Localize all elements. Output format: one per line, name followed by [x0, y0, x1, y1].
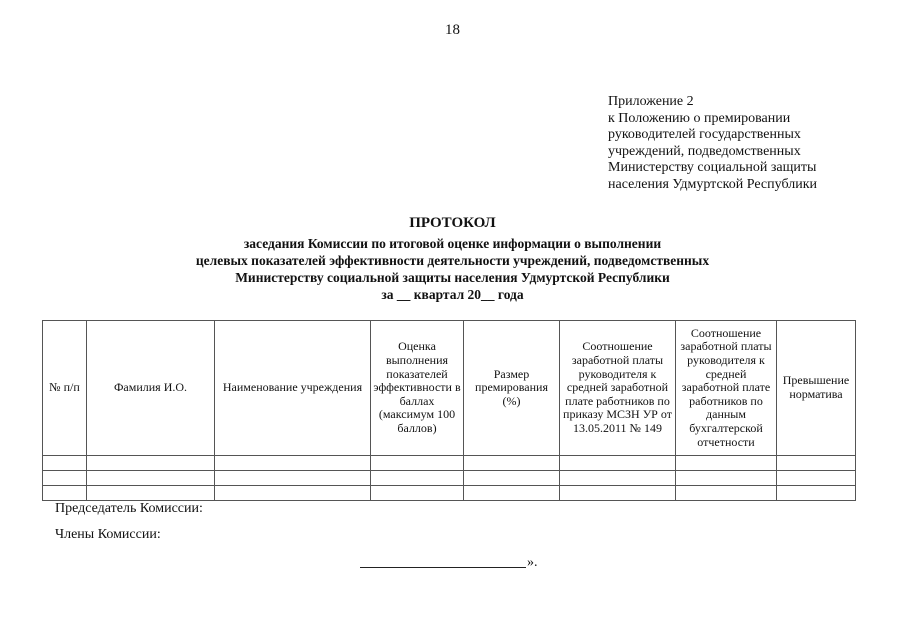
heading-line: целевых показателей эффективности деятельности учреждений, подведомственных [195, 253, 710, 268]
header-salary-ratio-order: Соотношение заработной платы руководителя к средней заработной плате работников по приказу МСЗН УР от 13.05.2011 № 149 [560, 321, 676, 456]
header-score: Оценка выполнения показателей эффективности в баллах (максимум 100 баллов) [371, 321, 464, 456]
heading-line: заседания Комиссии по итоговой оценке информации о выполнении [243, 236, 662, 251]
table-cell [215, 486, 371, 501]
table-cell [371, 456, 464, 471]
heading-line: Министерству социальной защиты населения Удмуртской Республики [235, 270, 670, 285]
table-cell [560, 456, 676, 471]
appendix-note [608, 94, 898, 194]
table-header-row [43, 321, 856, 456]
header-norm-excess: Превышение норматива [777, 321, 856, 456]
table-cell [676, 471, 777, 486]
page-number: 18 [445, 22, 460, 38]
table-cell [371, 486, 464, 501]
table-row [43, 486, 856, 501]
header-institution: Наименование учреждения [215, 321, 371, 456]
table-cell [215, 456, 371, 471]
table-row [43, 456, 856, 471]
protocol-title: ПРОТОКОЛ [409, 215, 496, 231]
header-salary-ratio-accounting: Соотношение заработной платы руководителя к средней заработной плате работников по данным бухгалтерской отчетности [676, 321, 777, 456]
table-cell [464, 471, 560, 486]
table-cell [560, 486, 676, 501]
table-row [43, 471, 856, 486]
protocol-table [42, 320, 856, 501]
table-cell [777, 456, 856, 471]
table-cell [43, 471, 87, 486]
table-cell [87, 456, 215, 471]
table-cell [215, 471, 371, 486]
table-cell [87, 471, 215, 486]
table-cell [371, 471, 464, 486]
table-cell [43, 486, 87, 501]
appendix-line: Министерству социальной защиты [608, 160, 817, 176]
table-cell [676, 486, 777, 501]
appendix-line: учреждений, подведомственных [608, 143, 801, 159]
table-cell [777, 486, 856, 501]
protocol-heading [0, 215, 905, 303]
chairman-label: Председатель Комиссии: [55, 501, 203, 516]
heading-period: за __ квартал 20__ года [381, 287, 524, 302]
table-cell [777, 471, 856, 486]
members-label: Члены Комиссии: [55, 527, 161, 542]
appendix-line: к Положению о премировании [608, 110, 791, 126]
table-cell [560, 471, 676, 486]
appendix-line: населения Удмуртской Республики [608, 176, 817, 192]
table-cell [87, 486, 215, 501]
header-full-name: Фамилия И.О. [87, 321, 215, 456]
table-cell [676, 456, 777, 471]
closing-quote: ». [527, 555, 538, 570]
header-number: № п/п [43, 321, 87, 456]
signature-line [360, 553, 526, 568]
appendix-line: Приложение 2 [608, 94, 694, 109]
table-cell [43, 456, 87, 471]
table-cell [464, 486, 560, 501]
header-bonus-size: Размер премирования (%) [464, 321, 560, 456]
table-cell [464, 456, 560, 471]
appendix-line: руководителей государственных [608, 127, 801, 143]
